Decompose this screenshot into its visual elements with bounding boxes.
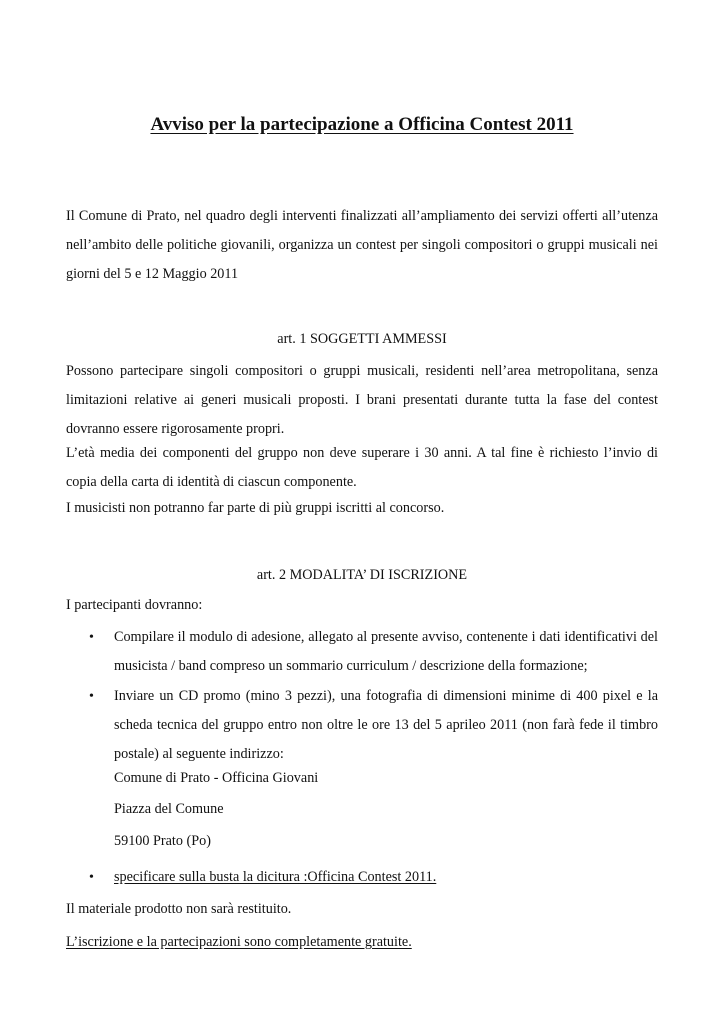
address-line-1: Comune di Prato - Officina Giovani xyxy=(114,770,319,786)
list-item-2: Inviare un CD promo (mino 3 pezzi), una fotografia di dimensioni minime di 400 pixel e la scheda tecnica del gruppo entro non oltre le ore 13 del 5 aprileo 2011 (non farà fede il timbro postale) al seguente indirizzo: xyxy=(114,688,658,762)
document-title: Avviso per la partecipazione a Officina Contest 2011 xyxy=(150,114,574,135)
art1-paragraph-3: I musicisti non potranno far parte di più gruppi iscritti al concorso. xyxy=(66,500,445,516)
intro-paragraph: Il Comune di Prato, nel quadro degli interventi finalizzati all’ampliamento dei servizi offerti all’utenza nell’ambito delle politiche giovanili, organizza un contest per singoli compositori o gruppi musicali nei giorni del 5 e 12 Maggio 2011 xyxy=(66,208,658,282)
bullet-icon: • xyxy=(89,630,94,645)
list-item-3: specificare sulla busta la dicitura :Officina Contest 2011. xyxy=(114,869,437,885)
note-free-registration: L’iscrizione e la partecipazioni sono completamente gratuite. xyxy=(66,934,412,950)
note-material: Il materiale prodotto non sarà restituito. xyxy=(66,901,292,917)
address-line-3: 59100 Prato (Po) xyxy=(114,833,211,849)
art2-heading: art. 2 MODALITA’ DI ISCRIZIONE xyxy=(256,567,468,583)
bullet-icon: • xyxy=(89,870,94,885)
address-line-2: Piazza del Comune xyxy=(114,801,224,817)
bullet-icon: • xyxy=(89,689,94,704)
art1-paragraph-1: Possono partecipare singoli compositori o gruppi musicali, residenti nell’area metropolitana, senza limitazioni relative ai generi musicali proposti. I brani presentati durante tutta la fase del contest dovranno essere rigorosamente propri. xyxy=(66,363,658,437)
list-item-1: Compilare il modulo di adesione, allegato al presente avviso, contenente i dati identificativi del musicista / band compreso un sommario curriculum / descrizione della formazione; xyxy=(114,629,658,674)
art1-paragraph-2: L’età media dei componenti del gruppo non deve superare i 30 anni. A tal fine è richiesto l’invio di copia della carta di identità di ciascun componente. xyxy=(66,445,658,490)
art2-lead: I partecipanti dovranno: xyxy=(66,597,203,613)
art1-heading: art. 1 SOGGETTI AMMESSI xyxy=(277,331,447,347)
